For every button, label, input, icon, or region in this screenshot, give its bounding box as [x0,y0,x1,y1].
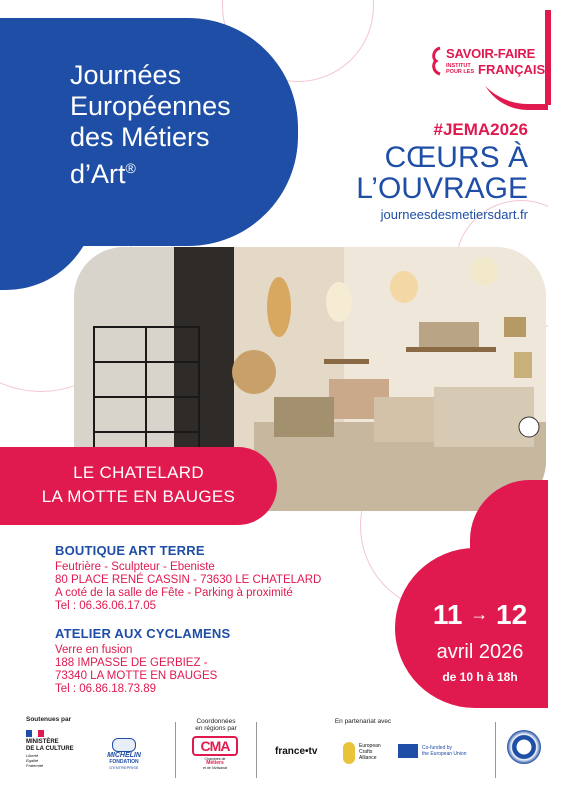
bibendum-icon [112,738,136,752]
heart-icon [430,46,444,76]
logo-text: FRANÇAIS [478,62,546,77]
venue-name: ATELIER AUX CYCLAMENS [55,626,231,641]
location-text [0,461,277,509]
venue-address: 80 PLACE RENÉ CASSIN - 73630 LE CHATELARD [55,574,322,586]
arrow-icon: → [470,604,489,624]
title-line: d’Art® [70,159,136,189]
francetv-logo: france•tv [275,746,318,757]
coordination-label: Coordonnées en régions par [195,718,237,732]
title-line: Européennes [70,91,231,121]
opening-hours: de 10 h à 18h [442,670,518,684]
supported-by-label: Soutenues par [26,716,72,723]
venue-name: BOUTIQUE ART TERRE [55,543,205,558]
badge-logo [507,730,541,764]
eu-flag-icon [398,744,418,758]
partners-label: En partenariat avec [334,718,392,725]
logo-subtext: INSTITUT POUR LES [446,63,475,75]
location-line: LE CHATELARD [73,463,204,482]
venue-phone[interactable]: Tel : 06.36.06.17.05 [55,600,157,612]
event-dates [405,598,555,684]
location-line: LA MOTTE EN BAUGES [41,487,236,506]
michelin-logo: MICHELIN FONDATION D'ENTREPRISE [100,738,148,770]
red-edge-strip [545,10,551,105]
website-link[interactable]: journeesdesmetiersdart.fr [380,207,528,222]
date-range: 11 → 12 [432,599,528,630]
venue-phone[interactable]: Tel : 06.86.18.73.89 [55,683,157,695]
logo-text: SAVOIR-FAIRE [446,46,536,61]
event-title [70,60,290,190]
venue-block [55,626,375,696]
footer-divider [175,722,176,778]
date-month: avril 2026 [436,641,524,663]
eca-icon [343,742,355,764]
ministry-logo: MINISTÈRE DE LA CULTURE Liberté Égalité Fraternité [26,730,74,768]
registered-mark: ® [125,160,136,176]
flag-icon [26,730,44,737]
footer-divider [495,722,496,778]
venue-line: A coté de la salle de Fête - Parking à proximité [55,587,293,599]
venue-line: Verre en fusion [55,644,133,656]
venue-line: Feutrière - Sculpteur - Ebeniste [55,561,215,573]
savoir-faire-logo [430,44,546,84]
title-line: des Métiers [70,122,210,152]
hashtag: #JEMA2026 [433,120,528,139]
title-line: Journées [70,60,182,90]
venue-address: 188 IMPASSE DE GERBIEZ - [55,657,208,669]
venue-block [55,543,375,613]
theme-title: CŒURS À L’OUVRAGE [356,141,528,205]
venue-address: 73340 LA MOTTE EN BAUGES [55,670,218,682]
cma-logo: CMA Chambres de Métiers et de l'Artisanat [192,736,238,770]
footer-divider [256,722,257,778]
